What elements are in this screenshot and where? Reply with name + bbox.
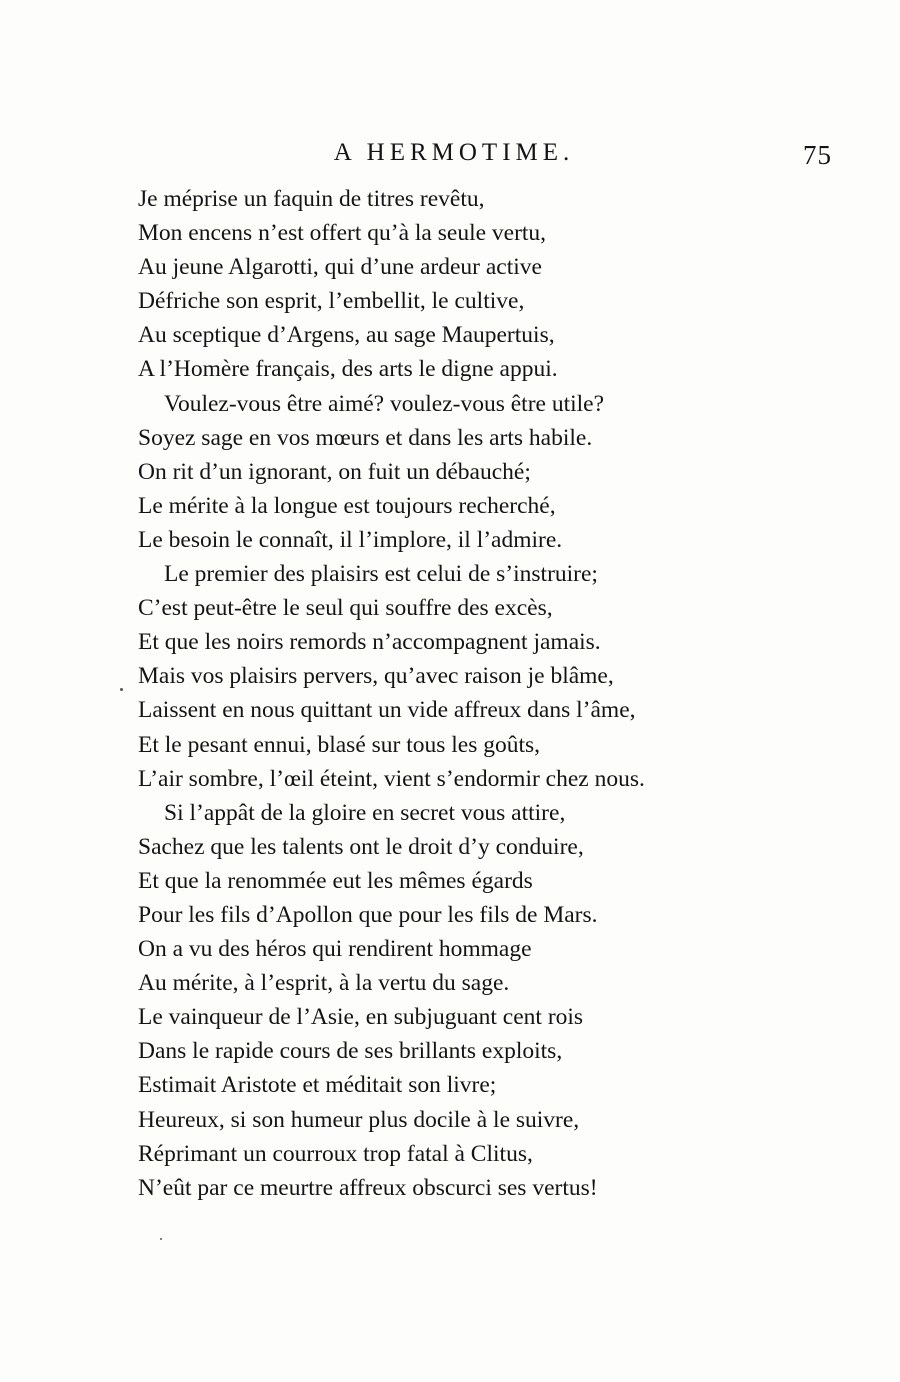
paper-speck xyxy=(160,1238,162,1240)
verse-line: Laissent en nous quittant un vide affreux dans l’âme, xyxy=(138,697,636,724)
verse-line: Le premier des plaisirs est celui de s’instruire; xyxy=(164,561,598,588)
running-head-title: A HERMOTIME. xyxy=(333,139,575,166)
verse-line: Et le pesant ennui, blasé sur tous les goûts, xyxy=(138,731,541,758)
running-head xyxy=(0,136,900,170)
verse-line: L’air sombre, l’œil éteint, vient s’endormir chez nous. xyxy=(138,765,645,792)
page-number: 75 xyxy=(803,140,832,170)
paper-speck xyxy=(120,688,123,691)
verse-line: On rit d’un ignorant, on fuit un débauché; xyxy=(138,458,531,485)
verse-line: Estimait Aristote et méditait son livre; xyxy=(138,1072,497,1099)
verse-line: Et que les noirs remords n’accompagnent jamais. xyxy=(138,629,601,656)
verse-line: Au mérite, à l’esprit, à la vertu du sage. xyxy=(138,970,510,997)
verse-line: Si l’appât de la gloire en secret vous attire, xyxy=(164,799,566,826)
verse-line: Le besoin le connaît, il l’implore, il l’admire. xyxy=(138,526,563,553)
verse-line: Dans le rapide cours de ses brillants exploits, xyxy=(138,1038,563,1065)
verse-line: A l’Homère français, des arts le digne appui. xyxy=(138,356,558,383)
verse-line: Sachez que les talents ont le droit d’y conduire, xyxy=(138,833,584,860)
verse-line: Au jeune Algarotti, qui d’une ardeur active xyxy=(138,254,542,281)
verse-line: Réprimant un courroux trop fatal à Clitus, xyxy=(138,1140,533,1167)
verse-line: On a vu des héros qui rendirent hommage xyxy=(138,936,532,963)
verse-line: Défriche son esprit, l’embellit, le cultive, xyxy=(138,288,525,315)
verse-line: Au sceptique d’Argens, au sage Maupertuis, xyxy=(138,322,555,349)
verse-line: Pour les fils d’Apollon que pour les fils de Mars. xyxy=(138,901,598,928)
verse-line: N’eût par ce meurtre affreux obscurci ses vertus! xyxy=(138,1174,598,1201)
verse-line: Je méprise un faquin de titres revêtu, xyxy=(138,186,485,212)
verse-line: Et que la renommée eut les mêmes égards xyxy=(138,867,533,894)
verse-line: Le vainqueur de l’Asie, en subjuguant cent rois xyxy=(138,1004,584,1031)
verse-line: Mon encens n’est offert qu’à la seule vertu, xyxy=(138,220,547,247)
verse-line: C’est peut-être le seul qui souffre des excès, xyxy=(138,595,553,622)
verse-line: Mais vos plaisirs pervers, qu’avec raison je blâme, xyxy=(138,663,614,690)
verse-line: Soyez sage en vos mœurs et dans les arts habile. xyxy=(138,424,593,451)
verse-line: Voulez-vous être aimé? voulez-vous être utile? xyxy=(164,390,605,417)
verse-line: Le mérite à la longue est toujours recherché, xyxy=(138,492,556,519)
poem-text xyxy=(138,182,858,1205)
verse-line: Heureux, si son humeur plus docile à le suivre, xyxy=(138,1106,580,1133)
